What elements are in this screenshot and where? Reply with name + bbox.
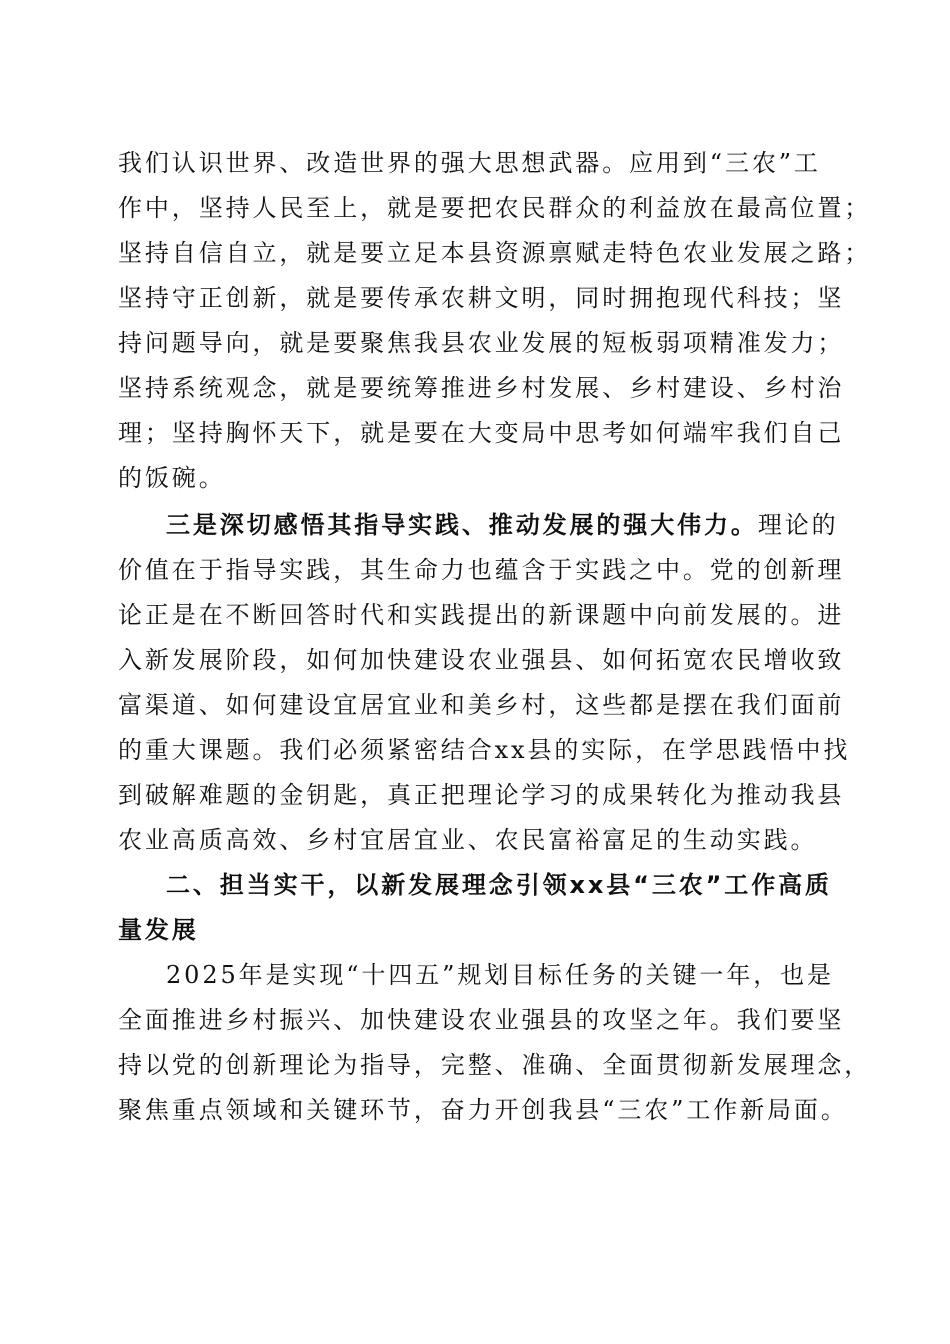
paragraph-continuation: 理论的 [757,511,839,539]
body-line: 坚持守正创新，就是要传承农耕文明，同时拥抱现代科技；坚 [118,284,845,312]
paragraph-line-with-lead [166,502,839,548]
body-line: 聚焦重点领域和关键环节，奋力开创我县“三农”工作新局面。 [118,1096,848,1124]
body-line: 入新发展阶段，如何加快建设农业强县、如何拓宽农民增收致 [118,646,845,674]
body-line: 坚持系统观念，就是要统筹推进乡村发展、乡村建设、乡村治 [118,374,845,402]
body-line: 论正是在不断回答时代和实践提出的新课题中向前发展的。进 [118,601,845,629]
body-line: 持以党的创新理论为指导，完整、准确、全面贯彻新发展理念， [118,1051,872,1079]
section-heading: 二、担当实干，以新发展理念引领xx县“三农”工作高质 [166,871,832,899]
body-line: 全面推进乡村振兴、加快建设农业强县的攻坚之年。我们要坚 [118,1006,845,1034]
body-line: 富渠道、如何建设宜居宜业和美乡村，这些都是摆在我们面前 [118,691,845,719]
paragraph-lead-sentence: 三是深切感悟其指导实践、推动发展的强大伟力。 [166,511,758,539]
body-line: 坚持自信自立，就是要立足本县资源禀赋走特色农业发展之路； [118,239,872,267]
body-line: 价值在于指导实践，其生命力也蕴含于实践之中。党的创新理 [118,556,845,584]
body-line: 2025年是实现“十四五”规划目标任务的关键一年，也是 [166,961,834,989]
body-line: 作中，坚持人民至上，就是要把农民群众的利益放在最高位置； [118,194,872,222]
section-heading-continued: 量发展 [118,916,199,944]
body-line: 的重大课题。我们必须紧密结合xx县的实际，在学思践悟中找 [118,736,851,764]
body-line: 农业高质高效、乡村宜居宜业、农民富裕富足的生动实践。 [118,826,818,854]
body-line: 到破解难题的金钥匙，真正把理论学习的成果转化为推动我县 [118,781,845,809]
body-line: 的饭碗。 [118,464,226,492]
body-line: 理；坚持胸怀天下，就是要在大变局中思考如何端牢我们自己 [118,419,845,447]
body-line: 持问题导向，就是要聚焦我县农业发展的短板弱项精准发力； [118,329,845,357]
body-line: 我们认识世界、改造世界的强大思想武器。应用到“三农”工 [118,149,821,177]
